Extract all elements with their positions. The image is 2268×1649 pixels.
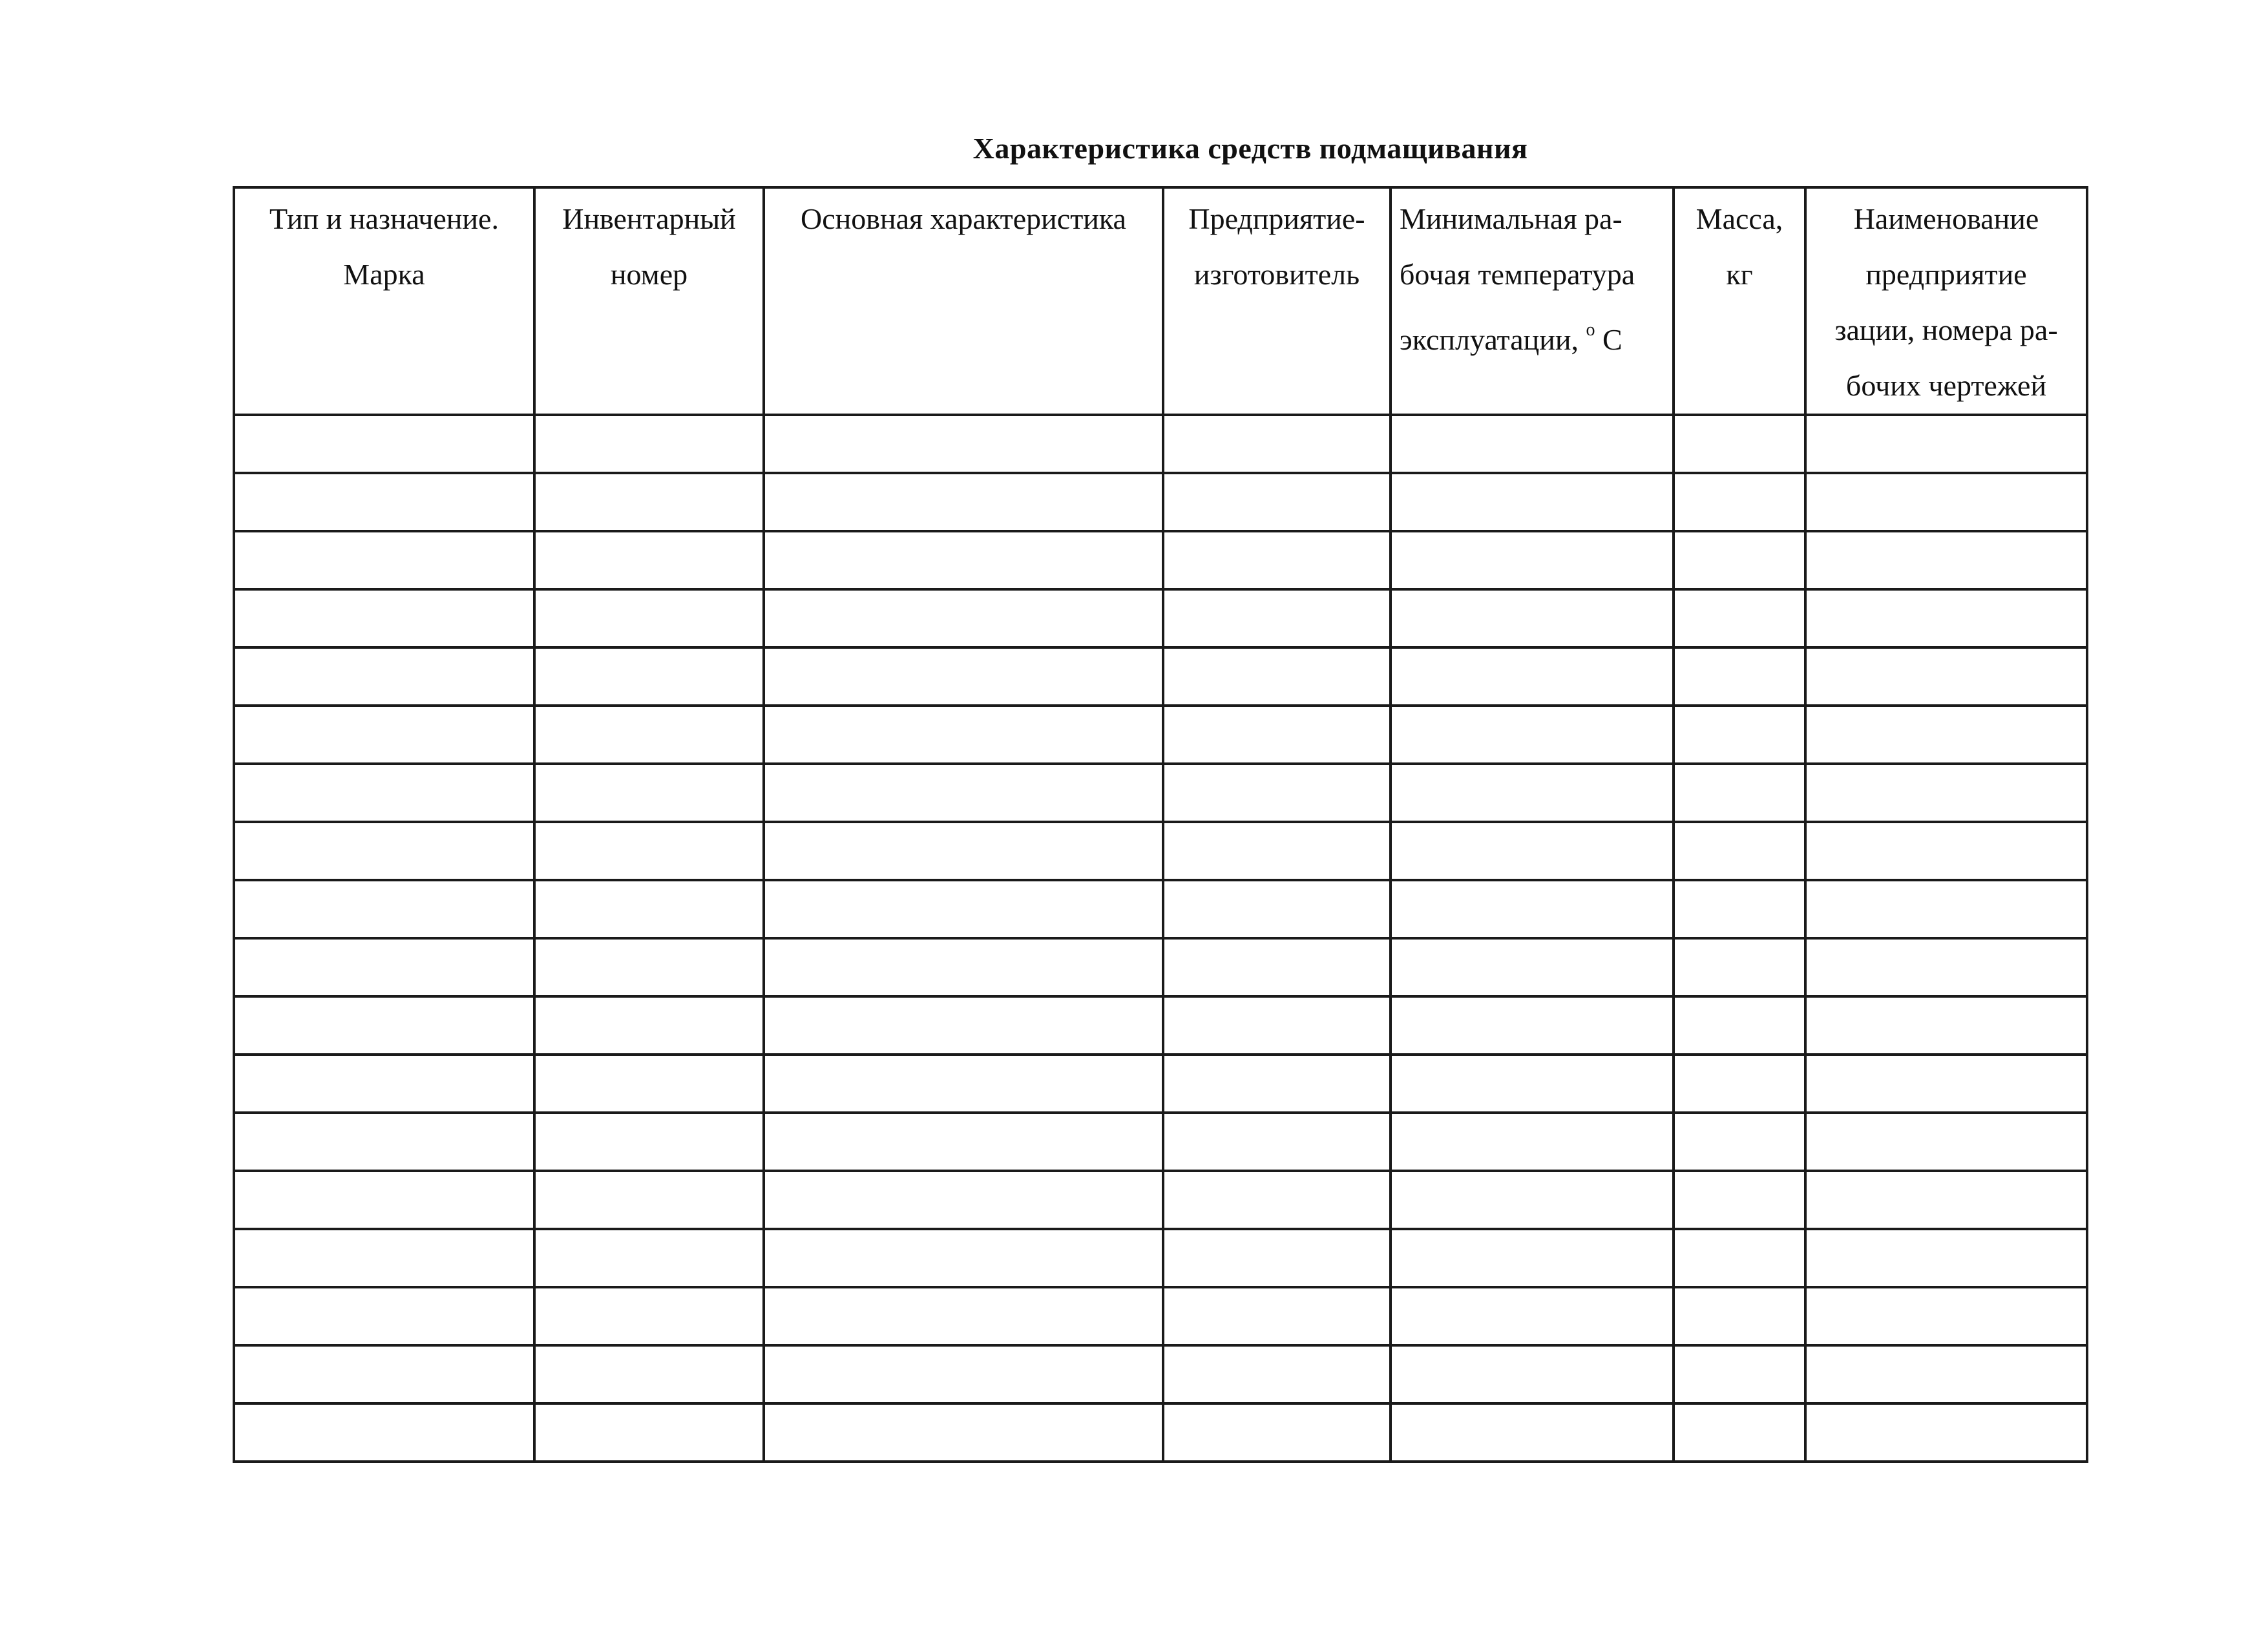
table-cell[interactable] [764, 1055, 1163, 1113]
table-cell[interactable] [1674, 764, 1805, 822]
table-cell[interactable] [1674, 1113, 1805, 1171]
table-cell[interactable] [1674, 1345, 1805, 1403]
table-cell[interactable] [764, 531, 1163, 589]
table-cell[interactable] [1805, 996, 2087, 1055]
table-cell[interactable] [234, 1287, 534, 1345]
table-row [234, 1171, 2087, 1229]
table-cell[interactable] [1674, 880, 1805, 938]
table-cell[interactable] [1163, 880, 1391, 938]
table-row [234, 647, 2087, 706]
table-cell[interactable] [1674, 1229, 1805, 1287]
table-cell[interactable] [1391, 938, 1674, 996]
table-cell[interactable] [234, 589, 534, 647]
table-cell[interactable] [1391, 996, 1674, 1055]
table-cell[interactable] [534, 1171, 764, 1229]
table-cell[interactable] [234, 1403, 534, 1462]
header-mass: Масса, кг [1674, 187, 1805, 415]
table-cell[interactable] [234, 706, 534, 764]
table-cell[interactable] [1391, 647, 1674, 706]
page-title: Характеристика средств подмащивания [972, 132, 1528, 165]
table-cell[interactable] [1163, 1403, 1391, 1462]
table-row [234, 1055, 2087, 1113]
table-row [234, 415, 2087, 473]
table-cell[interactable] [1391, 1171, 1674, 1229]
table-cell[interactable] [1674, 473, 1805, 531]
table-cell[interactable] [764, 880, 1163, 938]
table-cell[interactable] [1805, 764, 2087, 822]
table-cell[interactable] [534, 1055, 764, 1113]
table-cell[interactable] [764, 1287, 1163, 1345]
table-row [234, 531, 2087, 589]
table-cell[interactable] [234, 822, 534, 880]
table-cell[interactable] [234, 1229, 534, 1287]
table-cell[interactable] [534, 996, 764, 1055]
table-cell[interactable] [764, 1171, 1163, 1229]
table-row [234, 589, 2087, 647]
table-cell[interactable] [1674, 822, 1805, 880]
table-cell[interactable] [1163, 996, 1391, 1055]
table-cell[interactable] [534, 822, 764, 880]
table-cell[interactable] [1805, 1113, 2087, 1171]
table-cell[interactable] [1805, 706, 2087, 764]
table-cell[interactable] [1674, 938, 1805, 996]
table-cell[interactable] [534, 1345, 764, 1403]
table-cell[interactable] [1805, 473, 2087, 531]
table-cell[interactable] [234, 996, 534, 1055]
table-cell[interactable] [234, 938, 534, 996]
table-cell[interactable] [534, 531, 764, 589]
table-cell[interactable] [234, 531, 534, 589]
table-cell[interactable] [1805, 531, 2087, 589]
table-cell[interactable] [1674, 1287, 1805, 1345]
table-cell[interactable] [1163, 415, 1391, 473]
table-cell[interactable] [534, 1229, 764, 1287]
table-cell[interactable] [1391, 1287, 1674, 1345]
table-cell[interactable] [1391, 706, 1674, 764]
table-cell[interactable] [1674, 589, 1805, 647]
table-cell[interactable] [1805, 1055, 2087, 1113]
table-row [234, 880, 2087, 938]
table-cell[interactable] [764, 706, 1163, 764]
table-cell[interactable] [1805, 1229, 2087, 1287]
table-row [234, 1229, 2087, 1287]
table-cell[interactable] [1805, 1287, 2087, 1345]
table-cell[interactable] [1163, 1287, 1391, 1345]
table-cell[interactable] [1391, 473, 1674, 531]
table-cell[interactable] [1391, 589, 1674, 647]
header-manufacturer: Предприятие- изготовитель [1163, 187, 1391, 415]
table-cell[interactable] [1805, 1345, 2087, 1403]
table-row [234, 996, 2087, 1055]
header-inventory-number: Инвентарный номер [534, 187, 764, 415]
table-cell[interactable] [1163, 1113, 1391, 1171]
table-row [234, 1113, 2087, 1171]
table-cell[interactable] [1674, 706, 1805, 764]
table-cell[interactable] [234, 473, 534, 531]
table-cell[interactable] [234, 647, 534, 706]
table-cell[interactable] [1805, 938, 2087, 996]
table-cell[interactable] [764, 822, 1163, 880]
table-cell[interactable] [1163, 531, 1391, 589]
table-cell[interactable] [1674, 1055, 1805, 1113]
table-cell[interactable] [1163, 764, 1391, 822]
table-cell[interactable] [1805, 647, 2087, 706]
table-cell[interactable] [1163, 647, 1391, 706]
table-cell[interactable] [1391, 764, 1674, 822]
table-cell[interactable] [1163, 706, 1391, 764]
table-cell[interactable] [1805, 589, 2087, 647]
table-row [234, 1403, 2087, 1462]
table-cell[interactable] [1674, 1403, 1805, 1462]
table-cell[interactable] [1391, 880, 1674, 938]
table-cell[interactable] [1674, 531, 1805, 589]
table-cell[interactable] [1805, 1403, 2087, 1462]
table-cell[interactable] [1163, 1171, 1391, 1229]
table-cell[interactable] [534, 1113, 764, 1171]
table-cell[interactable] [1674, 1171, 1805, 1229]
table-cell[interactable] [534, 880, 764, 938]
table-cell[interactable] [234, 1171, 534, 1229]
header-type-brand: Тип и назначение. Марка [234, 187, 534, 415]
table-cell[interactable] [764, 938, 1163, 996]
table-cell[interactable] [1163, 1229, 1391, 1287]
table-cell[interactable] [234, 1345, 534, 1403]
table-cell[interactable] [1391, 1403, 1674, 1462]
header-main-characteristic: Основная характеристика [764, 187, 1163, 415]
table-body [234, 415, 2087, 1462]
table-cell[interactable] [764, 589, 1163, 647]
table-cell[interactable] [234, 1113, 534, 1171]
table-cell[interactable] [764, 1113, 1163, 1171]
table-cell[interactable] [764, 1229, 1163, 1287]
table-cell[interactable] [1805, 822, 2087, 880]
table-cell[interactable] [764, 415, 1163, 473]
table-row [234, 938, 2087, 996]
table-cell[interactable] [534, 415, 764, 473]
table-cell[interactable] [764, 1403, 1163, 1462]
table-cell[interactable] [1391, 415, 1674, 473]
table-cell[interactable] [534, 589, 764, 647]
table-row [234, 1345, 2087, 1403]
table-cell[interactable] [1674, 415, 1805, 473]
table-cell[interactable] [1391, 1229, 1674, 1287]
table-cell[interactable] [764, 647, 1163, 706]
table-cell[interactable] [234, 1055, 534, 1113]
table-cell[interactable] [764, 1345, 1163, 1403]
table-cell[interactable] [1163, 1345, 1391, 1403]
table-row [234, 764, 2087, 822]
table-header-row [234, 187, 2087, 415]
header-min-temperature: Минимальная ра- бочая температура эксплуатации, $^o$ С [1391, 187, 1674, 415]
table-cell[interactable] [764, 764, 1163, 822]
table-cell[interactable] [1391, 822, 1674, 880]
table-cell[interactable] [234, 764, 534, 822]
table-cell[interactable] [1391, 1055, 1674, 1113]
equipment-table [233, 186, 2088, 1463]
table-cell[interactable] [1163, 822, 1391, 880]
table-cell[interactable] [1163, 473, 1391, 531]
table-row [234, 822, 2087, 880]
table-cell[interactable] [534, 647, 764, 706]
table-cell[interactable] [764, 473, 1163, 531]
table-cell[interactable] [534, 1403, 764, 1462]
table-row [234, 473, 2087, 531]
table-cell[interactable] [764, 996, 1163, 1055]
header-design-organization: Наименование предприятие зации, номера ра- бочих чертежей [1805, 187, 2087, 415]
table-cell[interactable] [534, 473, 764, 531]
table-cell[interactable] [234, 880, 534, 938]
table-cell[interactable] [234, 415, 534, 473]
table-cell[interactable] [1805, 880, 2087, 938]
table-cell[interactable] [534, 938, 764, 996]
table-cell[interactable] [534, 706, 764, 764]
table-cell[interactable] [1805, 415, 2087, 473]
table-cell[interactable] [1805, 1171, 2087, 1229]
table-cell[interactable] [1163, 938, 1391, 996]
table-cell[interactable] [1674, 996, 1805, 1055]
table-cell[interactable] [534, 764, 764, 822]
table-cell[interactable] [1163, 589, 1391, 647]
table-cell[interactable] [1391, 531, 1674, 589]
table-cell[interactable] [1391, 1113, 1674, 1171]
table-cell[interactable] [1674, 647, 1805, 706]
table-cell[interactable] [1391, 1345, 1674, 1403]
table-cell[interactable] [1163, 1055, 1391, 1113]
table-row [234, 1287, 2087, 1345]
table-row [234, 706, 2087, 764]
table-cell[interactable] [534, 1287, 764, 1345]
